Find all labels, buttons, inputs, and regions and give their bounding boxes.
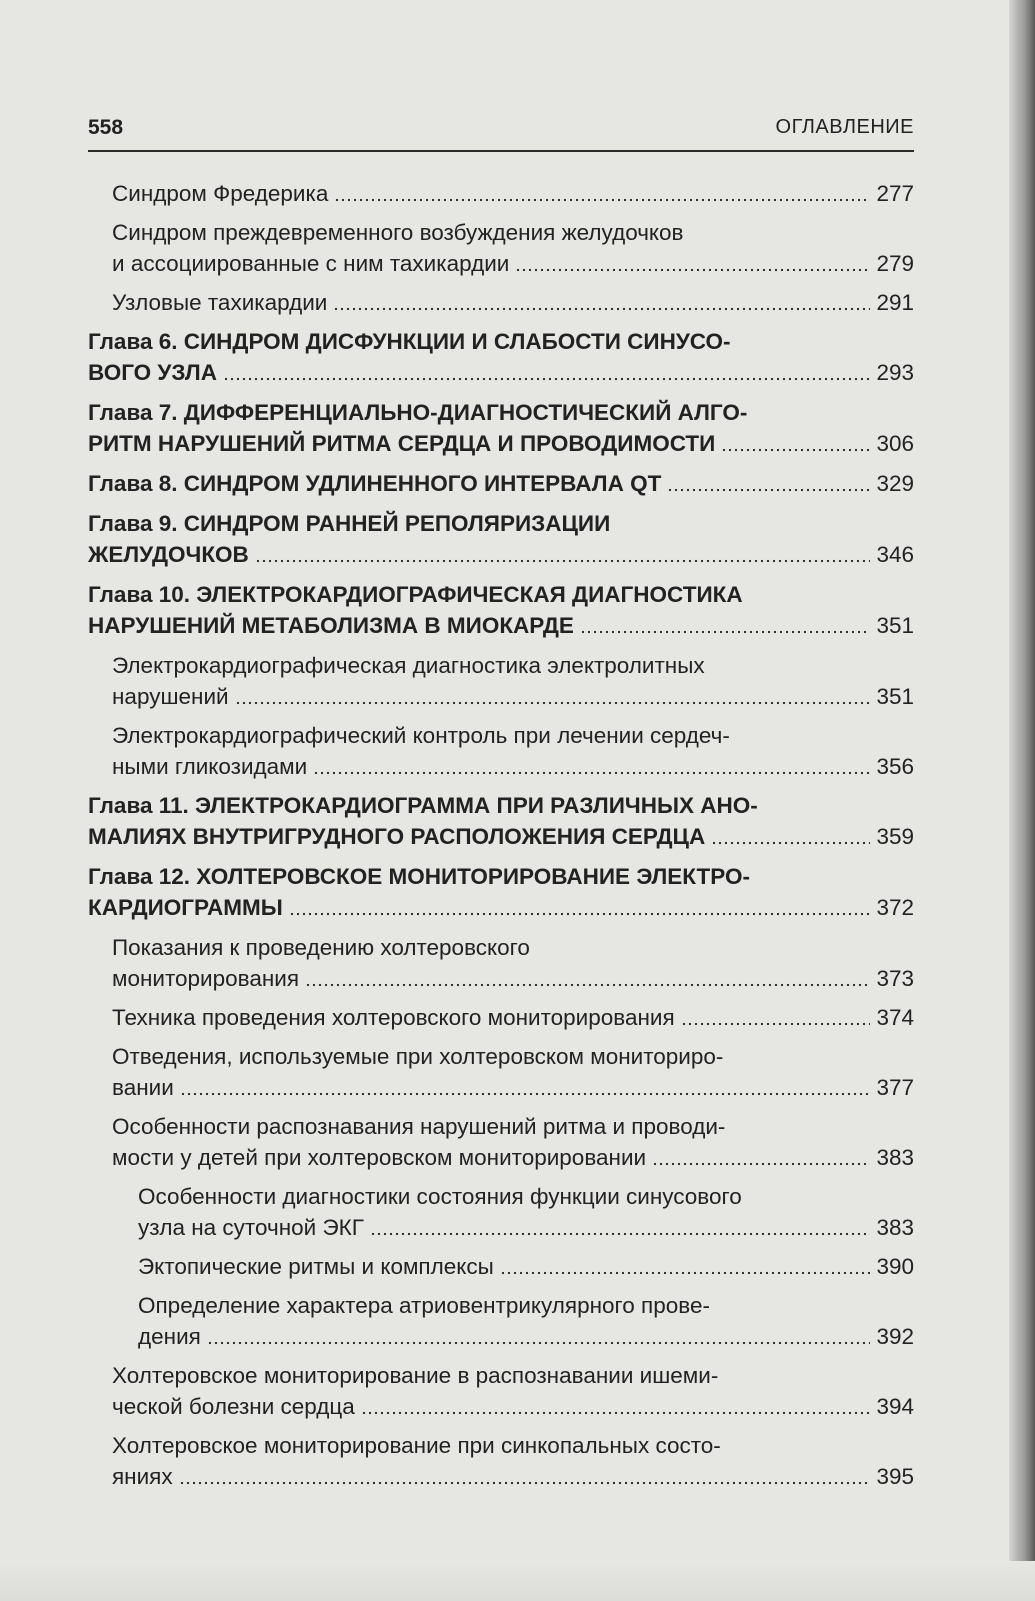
toc-entry-text: и ассоциированные с ним тахикардии bbox=[112, 251, 510, 276]
toc-chapter-entry bbox=[88, 790, 914, 852]
toc-page-number: 351 bbox=[876, 684, 914, 709]
toc-chapter-entry bbox=[88, 468, 914, 499]
toc-section-entry bbox=[88, 650, 914, 712]
toc-entry-line bbox=[112, 1072, 914, 1103]
toc-entry-line bbox=[88, 428, 914, 459]
toc-entry-text: Глава 11. ЭЛЕКТРОКАРДИОГРАММА ПРИ РАЗЛИЧНЫХ АНО- bbox=[88, 793, 758, 818]
dot-leader bbox=[235, 701, 871, 705]
toc-page-number: 329 bbox=[876, 471, 914, 496]
toc-entry-line bbox=[112, 1142, 914, 1173]
toc-page-number: 346 bbox=[876, 542, 914, 567]
toc-subsection-entry bbox=[88, 1181, 914, 1243]
toc-entry-text: вании bbox=[112, 1075, 174, 1100]
toc-entry-text: мониторирования bbox=[112, 966, 300, 991]
toc-entry-line bbox=[88, 397, 914, 428]
toc-section-entry bbox=[88, 1002, 914, 1033]
toc-page-number: 359 bbox=[876, 824, 914, 849]
dot-leader bbox=[207, 1341, 871, 1345]
toc-entry-line bbox=[112, 650, 914, 681]
toc-entry-line bbox=[88, 357, 914, 388]
toc-entry-text: Узловые тахикардии bbox=[112, 290, 328, 315]
toc-page-number: 390 bbox=[876, 1254, 914, 1279]
toc-page-number: 383 bbox=[876, 1145, 914, 1170]
toc-section-entry bbox=[88, 1430, 914, 1492]
toc-subsection-entry bbox=[88, 1251, 914, 1282]
toc-chapter-entry bbox=[88, 326, 914, 388]
toc-entry-text: Электрокардиографический контроль при лечении сердеч- bbox=[112, 723, 730, 748]
dot-leader bbox=[500, 1271, 871, 1275]
toc-entry-text: МАЛИЯХ ВНУТРИГРУДНОГО РАСПОЛОЖЕНИЯ СЕРДЦА bbox=[88, 824, 706, 849]
toc-section-entry bbox=[88, 178, 914, 209]
toc-entry-line bbox=[112, 751, 914, 782]
dot-leader bbox=[223, 377, 870, 381]
toc-chapter-entry bbox=[88, 508, 914, 570]
toc-entry-line bbox=[138, 1212, 914, 1243]
toc-entry-line bbox=[112, 248, 914, 279]
toc-page-number: 279 bbox=[876, 251, 914, 276]
toc-entry-text: Показания к проведению холтеровского bbox=[112, 935, 530, 960]
page-number: 558 bbox=[88, 116, 124, 139]
toc-entry-text: Синдром преждевременного возбуждения желудочков bbox=[112, 220, 684, 245]
toc-section-entry bbox=[88, 287, 914, 318]
dot-leader bbox=[721, 448, 870, 452]
dot-leader bbox=[179, 1481, 871, 1485]
toc-entry-text: дения bbox=[138, 1324, 201, 1349]
toc-entry-line bbox=[112, 963, 914, 994]
toc-entry-text: Холтеровское мониторирование в распознавании ишеми- bbox=[112, 1363, 719, 1388]
toc-entry-text: нарушений bbox=[112, 684, 229, 709]
toc-entry-line bbox=[88, 468, 914, 499]
toc-section-entry bbox=[88, 932, 914, 994]
toc-entry-line bbox=[88, 790, 914, 821]
toc-entry-text: мости у детей при холтеровском мониторировании bbox=[112, 1145, 647, 1170]
toc-entry-text: Определение характера атриовентрикулярного прове- bbox=[138, 1293, 710, 1318]
toc-entry-line bbox=[138, 1251, 914, 1282]
dot-leader bbox=[333, 307, 870, 311]
toc-entry-line bbox=[112, 287, 914, 318]
toc-entry-text: ческой болезни сердца bbox=[112, 1394, 355, 1419]
toc-entry-text: КАРДИОГРАММЫ bbox=[88, 895, 283, 920]
dot-leader bbox=[289, 912, 871, 916]
toc-entry-text: узла на суточной ЭКГ bbox=[138, 1215, 364, 1240]
toc-entry-text: ными гликозидами bbox=[112, 754, 308, 779]
toc-page-number: 293 bbox=[876, 360, 914, 385]
dot-leader bbox=[313, 771, 870, 775]
dot-leader bbox=[361, 1411, 871, 1415]
toc-entry-text: Глава 6. СИНДРОМ ДИСФУНКЦИИ И СЛАБОСТИ СИНУСО- bbox=[88, 329, 731, 354]
toc-entry-line bbox=[112, 1360, 914, 1391]
toc-entry-line bbox=[112, 720, 914, 751]
toc-page-number: 306 bbox=[876, 431, 914, 456]
toc-page-number: 374 bbox=[876, 1005, 914, 1030]
toc-entry-line bbox=[112, 1461, 914, 1492]
toc-entry-text: Отведения, используемые при холтеровском мониториро- bbox=[112, 1044, 724, 1069]
toc-entry-line bbox=[112, 178, 914, 209]
dot-leader bbox=[255, 559, 871, 563]
toc-chapter-entry bbox=[88, 861, 914, 923]
toc-page-number: 377 bbox=[876, 1075, 914, 1100]
dot-leader bbox=[305, 983, 870, 987]
toc-section-entry bbox=[88, 1111, 914, 1173]
toc-entry-line bbox=[88, 861, 914, 892]
toc-entry-text: Глава 12. ХОЛТЕРОВСКОЕ МОНИТОРИРОВАНИЕ ЭЛЕКТРО- bbox=[88, 864, 751, 889]
toc-entry-line bbox=[112, 1002, 914, 1033]
toc-subsection-entry bbox=[88, 1290, 914, 1352]
toc-entry-line bbox=[88, 539, 914, 570]
toc-chapter-entry bbox=[88, 579, 914, 641]
page-header bbox=[88, 116, 914, 152]
dot-leader bbox=[580, 630, 871, 634]
toc-entry-text: ВОГО УЗЛА bbox=[88, 360, 217, 385]
toc-entry-text: НАРУШЕНИЙ МЕТАБОЛИЗМА В МИОКАРДЕ bbox=[88, 613, 574, 638]
dot-leader bbox=[334, 198, 870, 202]
toc-entry-line bbox=[138, 1181, 914, 1212]
toc-entry-text: ЖЕЛУДОЧКОВ bbox=[88, 542, 249, 567]
toc-entry-line bbox=[112, 1430, 914, 1461]
toc-entry-text: Особенности распознавания нарушений ритма и проводи- bbox=[112, 1114, 726, 1139]
toc-entry-line bbox=[112, 1111, 914, 1142]
toc-entry-line bbox=[88, 326, 914, 357]
toc-entry-text: Глава 8. СИНДРОМ УДЛИНЕННОГО ИНТЕРВАЛА QT bbox=[88, 471, 662, 496]
toc-entry-line bbox=[112, 1041, 914, 1072]
dot-leader bbox=[652, 1162, 870, 1166]
page-bottom-edge bbox=[0, 1561, 1035, 1601]
toc-page-number: 356 bbox=[876, 754, 914, 779]
toc-section-entry bbox=[88, 1041, 914, 1103]
toc-entry-line bbox=[138, 1321, 914, 1352]
toc-chapter-entry bbox=[88, 397, 914, 459]
toc-entry-line bbox=[112, 217, 914, 248]
dot-leader bbox=[711, 841, 870, 845]
page-edge-shadow bbox=[1009, 0, 1035, 1601]
toc-entry-text: Глава 7. ДИФФЕРЕНЦИАЛЬНО-ДИАГНОСТИЧЕСКИЙ АЛГО- bbox=[88, 400, 748, 425]
dot-leader bbox=[515, 268, 870, 272]
toc-page-number: 383 bbox=[876, 1215, 914, 1240]
toc-entry-text: РИТМ НАРУШЕНИЙ РИТМА СЕРДЦА И ПРОВОДИМОСТИ bbox=[88, 431, 716, 456]
toc-page-number: 373 bbox=[876, 966, 914, 991]
dot-leader bbox=[370, 1232, 871, 1236]
toc-entry-line bbox=[112, 1391, 914, 1422]
toc-entry-text: Глава 9. СИНДРОМ РАННЕЙ РЕПОЛЯРИЗАЦИИ bbox=[88, 511, 611, 536]
toc-page-number: 395 bbox=[876, 1464, 914, 1489]
toc-entry-line bbox=[88, 892, 914, 923]
toc-entry-text: Техника проведения холтеровского мониторирования bbox=[112, 1005, 675, 1030]
dot-leader bbox=[667, 488, 870, 492]
toc-entry-line bbox=[112, 932, 914, 963]
toc-entry-text: Электрокардиографическая диагностика электролитных bbox=[112, 653, 705, 678]
toc-section-entry bbox=[88, 217, 914, 279]
running-title: ОГЛАВЛЕНИЕ bbox=[775, 116, 914, 138]
toc-page-number: 394 bbox=[876, 1394, 914, 1419]
toc-page-number: 277 bbox=[876, 181, 914, 206]
toc-entry-line bbox=[88, 579, 914, 610]
toc-page-number: 392 bbox=[876, 1324, 914, 1349]
toc-entry-text: Холтеровское мониторирование при синкопальных состо- bbox=[112, 1433, 721, 1458]
dot-leader bbox=[180, 1092, 871, 1096]
table-of-contents bbox=[88, 178, 914, 1500]
toc-entry-line bbox=[112, 681, 914, 712]
toc-page-number: 372 bbox=[876, 895, 914, 920]
toc-entry-text: Эктопические ритмы и комплексы bbox=[138, 1254, 494, 1279]
toc-entry-line bbox=[138, 1290, 914, 1321]
toc-entry-line bbox=[88, 821, 914, 852]
toc-entry-text: яниях bbox=[112, 1464, 173, 1489]
toc-entry-text: Глава 10. ЭЛЕКТРОКАРДИОГРАФИЧЕСКАЯ ДИАГНОСТИКА bbox=[88, 582, 743, 607]
toc-entry-text: Особенности диагностики состояния функции синусового bbox=[138, 1184, 742, 1209]
toc-section-entry bbox=[88, 1360, 914, 1422]
toc-entry-text: Синдром Фредерика bbox=[112, 181, 329, 206]
toc-page-number: 351 bbox=[876, 613, 914, 638]
dot-leader bbox=[681, 1022, 871, 1026]
toc-page-number: 291 bbox=[876, 290, 914, 315]
toc-entry-line bbox=[88, 610, 914, 641]
toc-section-entry bbox=[88, 720, 914, 782]
toc-entry-line bbox=[88, 508, 914, 539]
